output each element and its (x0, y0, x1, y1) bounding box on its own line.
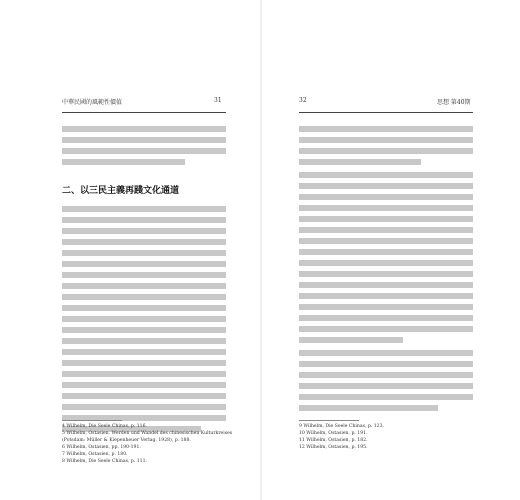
left-footnote-rule (62, 420, 122, 421)
right-page (262, 0, 520, 500)
right-footnotes (299, 423, 384, 451)
footnote-6: 6 Wilhelm, Ostasien, pp. 190-191. (62, 445, 141, 450)
footnote-5-cont: (Potsdam: Müller & Kiepenheuer Verlag, 1928), p. 188. (62, 438, 191, 443)
footnote-11: 11 Wilhelm, Ostasien, p. 182. (299, 438, 368, 443)
left-header-rule (62, 112, 226, 113)
right-paragraph-1 (299, 126, 473, 170)
right-header-rule (299, 112, 473, 113)
footnote-10: 10 Wilhelm, Ostasien, p. 191. (299, 431, 368, 436)
left-footnotes (62, 423, 232, 465)
left-paragraph-1 (62, 126, 226, 170)
left-running-title: 中華民國的風範性價值 (62, 99, 123, 106)
right-paragraph-2 (299, 172, 473, 348)
footnote-8: 8 Wilhelm, Die Seele Chinas, p. 111. (62, 459, 147, 464)
footnote-4: 4 Wilhelm, Die Seele Chinas, p. 116. (62, 424, 147, 429)
footnote-7: 7 Wilhelm, Ostasien, p. 180. (62, 452, 128, 457)
left-paragraph-2 (62, 206, 226, 437)
footnote-5: 5 Wilhelm, Ostasien. Werden und Wandel des chinesischen Kulturkreises (62, 431, 233, 436)
footnote-12: 12 Wilhelm, Ostasien, p. 195. (299, 445, 368, 450)
left-page-number: 31 (214, 97, 222, 104)
section-heading: 二、以三民主義再踐文化通道 (62, 186, 180, 196)
right-paragraph-3 (299, 350, 473, 416)
footnote-9: 9 Wilhelm, Die Seele Chinas, p. 123. (299, 424, 384, 429)
right-running-title: 思想 第40期 (437, 99, 471, 106)
right-page-number: 32 (299, 97, 307, 104)
right-footnote-rule (299, 420, 359, 421)
